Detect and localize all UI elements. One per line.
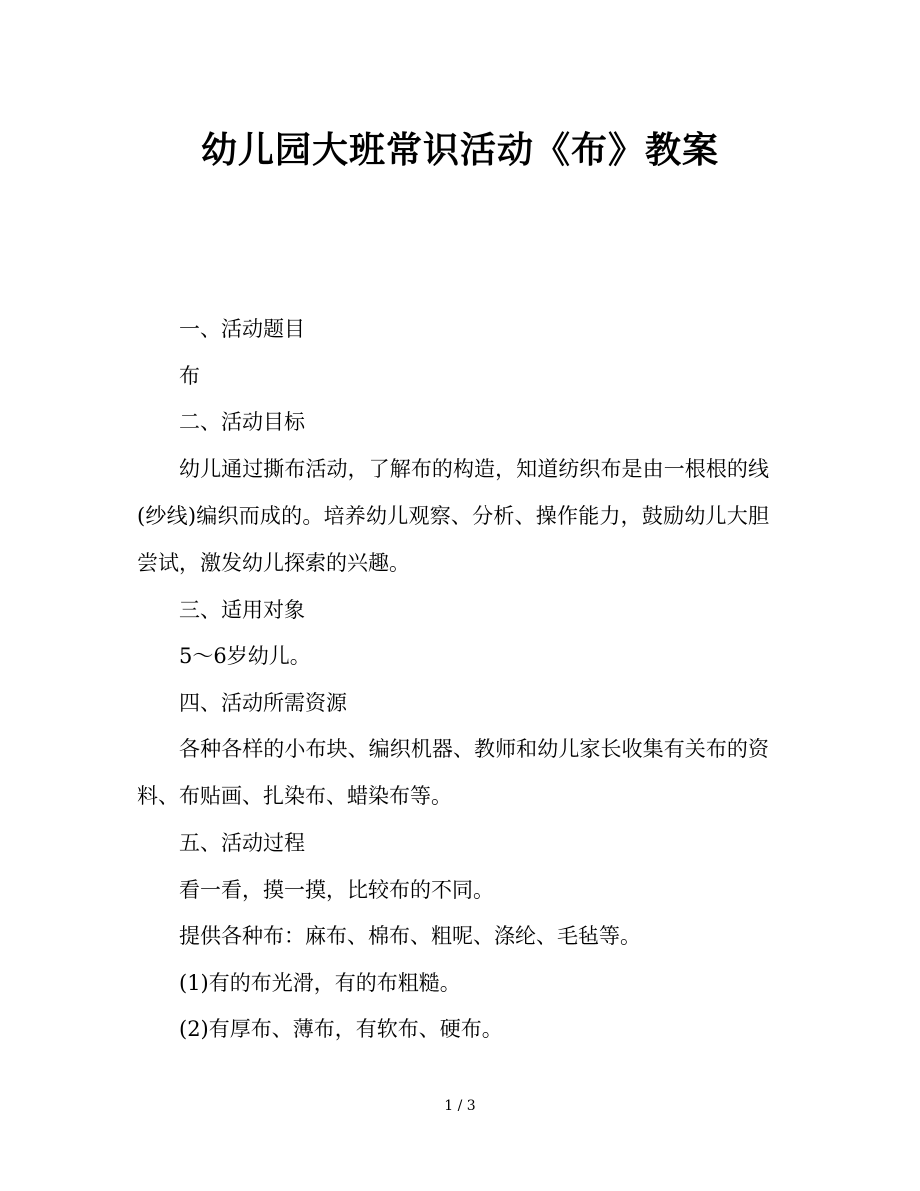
goals-text: 幼儿通过撕布活动，了解布的构造，知道纺织布是由一根根的线(纱线)编织而成的。培养幼儿观察、分析、操作能力，鼓励幼儿大胆尝试，激发幼儿探索的兴趣。 [137, 456, 769, 575]
section-heading-goals: 二、活动目标 [179, 410, 305, 434]
audience-text: 5～6岁幼儿。 [179, 644, 311, 668]
page-number: 1 / 3 [444, 1098, 476, 1114]
section-heading-resources: 四、活动所需资源 [179, 690, 347, 715]
process-list-item-2: (2)有厚布、薄布，有软布、硬布。 [179, 1017, 503, 1041]
document-body [137, 306, 769, 1053]
section-heading-process: 五、活动过程 [179, 831, 305, 855]
process-list-item-1: (1)有的布光滑，有的布粗糙。 [179, 970, 461, 995]
process-materials-text: 提供各种布：麻布、棉布、粗呢、涤纶、毛毡等。 [179, 924, 641, 948]
resources-text: 各种各样的小布块、编织机器、教师和幼儿家长收集有关布的资料、布贴画、扎染布、蜡染布等。 [137, 737, 769, 808]
process-step-text: 看一看，摸一摸，比较布的不同。 [179, 877, 494, 902]
section-heading-audience: 三、适用对象 [179, 597, 305, 622]
section-heading-topic: 一、活动题目 [179, 317, 305, 341]
topic-text: 布 [179, 363, 200, 388]
document-title: 幼儿园大班常识活动《布》教案 [200, 129, 719, 171]
